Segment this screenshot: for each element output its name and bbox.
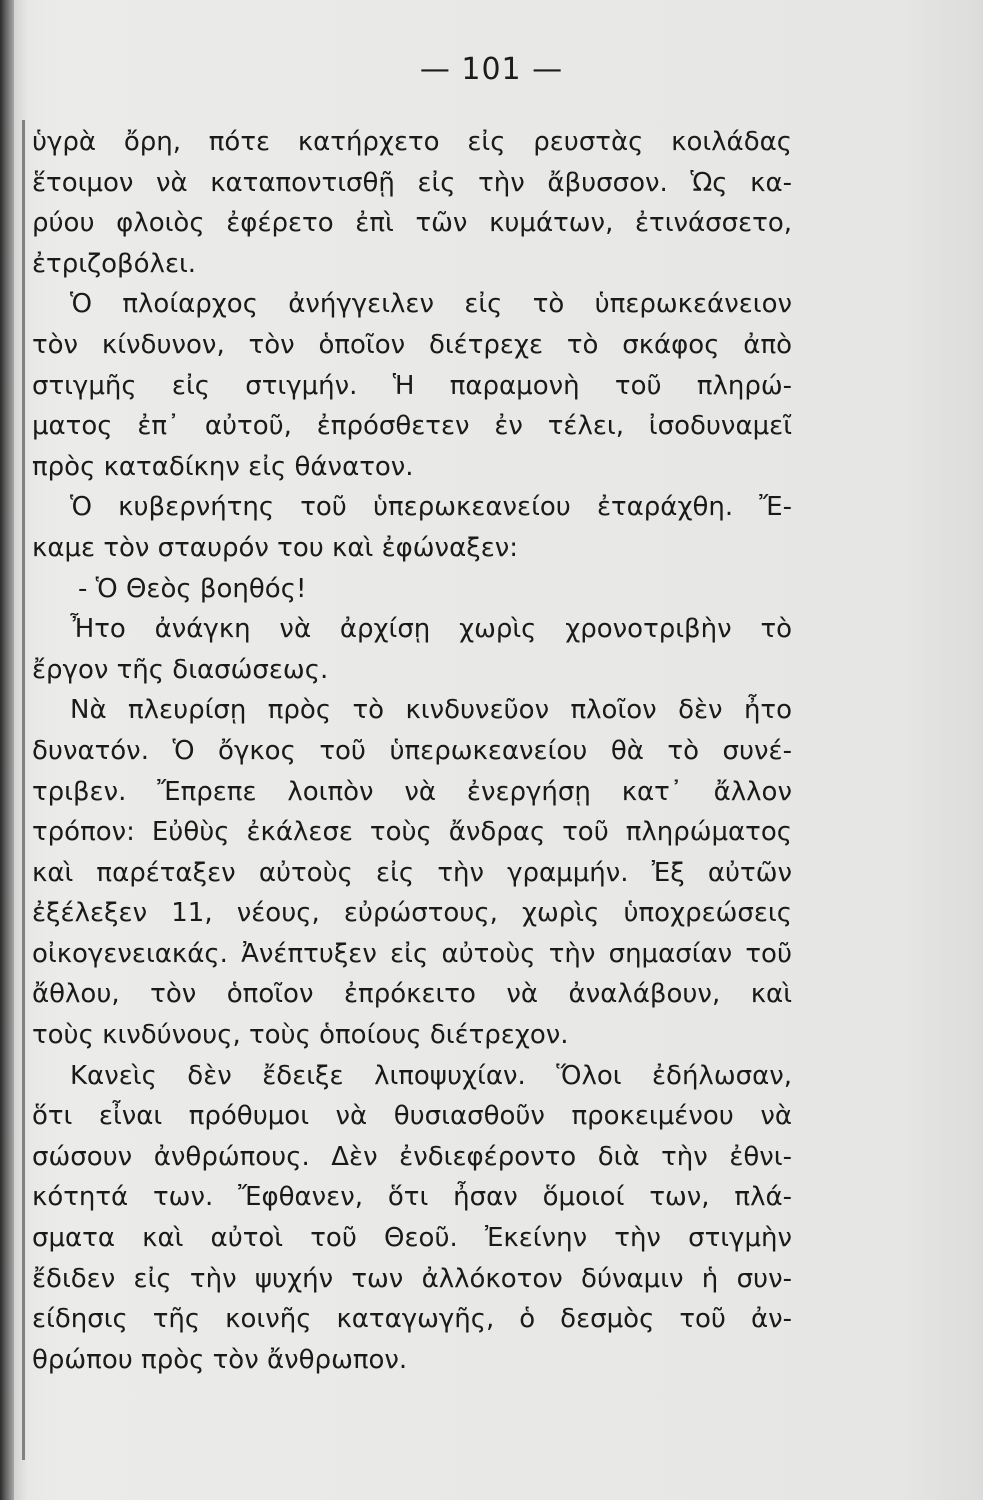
text-line: καμε τὸν σταυρόν του καὶ ἐφώναξεν:	[32, 532, 519, 563]
text-line: ἐξέλεξεν 11, νέους, εὐρώστους, χωρὶς ὑποχρεώσεις	[32, 898, 792, 929]
text-line: ματος ἐπ᾿ αὐτοῦ, ἐπρόσθετεν ἐν τέλει, ἰσοδυναμεῖ	[32, 411, 792, 442]
text-line: Νὰ πλευρίσῃ πρὸς τὸ κινδυνεῦον πλοῖον δὲν ἦτο	[70, 695, 792, 726]
text-line: ὑγρὰ ὄρη, πότε κατήρχετο εἰς ρευστὰς κοιλάδας	[32, 127, 792, 157]
text-line: ἔργον τῆς διασώσεως.	[32, 654, 329, 685]
text-line: τρόπον: Εὐθὺς ἐκάλεσε τοὺς ἄνδρας τοῦ πληρώματος	[32, 817, 792, 848]
text-line: - Ὁ Θεὸς βοηθός!	[78, 573, 307, 604]
text-line: Κανεὶς δὲν ἔδειξε λιποψυχίαν. Ὅλοι ἐδήλωσαν,	[70, 1060, 792, 1091]
text-line: τριβεν. Ἔπρεπε λοιπὸν νὰ ἐνεργήσῃ κατ᾿ ἄλλον	[32, 776, 792, 807]
text-line: είδησις τῆς κοινῆς καταγωγῆς, ὁ δεσμὸς τοῦ ἀν-	[32, 1304, 792, 1335]
text-line: κότητά των. Ἔφθανεν, ὅτι ἦσαν ὅμοιοί των, πλά-	[32, 1182, 792, 1213]
text-line: Ἦτο ἀνάγκη νὰ ἀρχίσῃ χωρὶς χρονοτριβὴν τὸ	[70, 614, 792, 645]
text-line: τοὺς κινδύνους, τοὺς ὁποίους διέτρεχον.	[32, 1020, 569, 1051]
text-line: Ὁ κυβερνήτης τοῦ ὑπερωκεανείου ἐταράχθη. Ἔ-	[70, 492, 792, 523]
text-line: δυνατόν. Ὁ ὄγκος τοῦ ὑπερωκεανείου θὰ τὸ συνέ-	[32, 735, 792, 766]
text-line: σώσουν ἀνθρώπους. Δὲν ἐνδιεφέροντο διὰ τὴν ἐθνι-	[32, 1141, 792, 1172]
text-line: θρώπου πρὸς τὸν ἄνθρωπον.	[32, 1344, 408, 1375]
page-number: — 101 —	[419, 52, 564, 87]
text-line: ρύου φλοιὸς ἐφέρετο ἐπὶ τῶν κυμάτων, ἐτινάσσετο,	[32, 208, 792, 239]
text-line: πρὸς καταδίκην εἰς θάνατον.	[32, 451, 414, 482]
text-line: ἔδιδεν εἰς τὴν ψυχήν των ἀλλόκοτον δύναμιν ἡ συν-	[32, 1263, 792, 1294]
text-line: ὅτι εἶναι πρόθυμοι νὰ θυσιασθοῦν προκειμένου νὰ	[32, 1101, 792, 1132]
text-line: τὸν κίνδυνον, τὸν ὁποῖον διέτρεχε τὸ σκάφος ἀπὸ	[32, 329, 792, 360]
text-line: Ὁ πλοίαρχος ἀνήγγειλεν εἰς τὸ ὑπερωκεάνειον	[70, 289, 792, 320]
text-line: ἄθλου, τὸν ὁποῖον ἐπρόκειτο νὰ ἀναλάβουν, καὶ	[32, 979, 792, 1010]
binding-edge	[0, 0, 14, 1500]
text-line: στιγμῆς εἰς στιγμήν. Ἡ παραμονὴ τοῦ πληρώ-	[32, 370, 792, 401]
text-line: ἕτοιμον νὰ καταποντισθῇ εἰς τὴν ἄβυσσον. Ὡς κα-	[32, 167, 792, 198]
text-line: οἰκογενειακάς. Ἀνέπτυξεν εἰς αὐτοὺς τὴν σημασίαν τοῦ	[32, 938, 792, 969]
text-line: σματα καὶ αὐτοὶ τοῦ Θεοῦ. Ἐκείνην τὴν στιγμὴν	[32, 1223, 792, 1254]
binding-shadow	[22, 120, 25, 1460]
body-text	[32, 122, 792, 1380]
text-line: καὶ παρέταξεν αὐτοὺς εἰς τὴν γραμμήν. Ἐξ αὐτῶν	[32, 857, 792, 888]
text-line: ἐτριζοβόλει.	[32, 248, 197, 279]
